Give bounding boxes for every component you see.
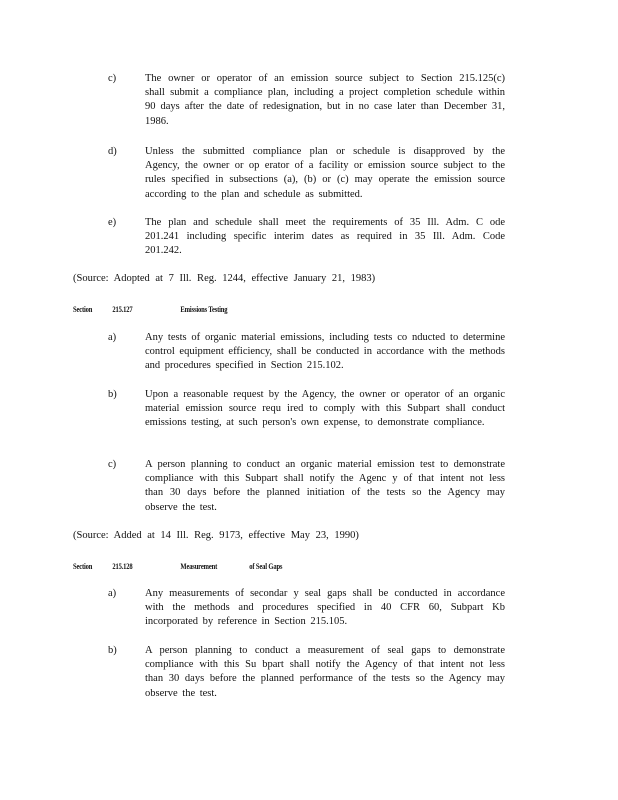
item-label: d) (108, 146, 117, 157)
source-note: (Source: Adopted at 7 Ill. Reg. 1244, effective January 21, 1983) (73, 273, 376, 284)
section-title: Emissions Testing (180, 305, 228, 314)
section-heading (73, 562, 483, 574)
item-text: Upon a reasonable request by the Agency, the owner or operator of an organic material emission source requ ired to comply with this Subpart shall conduct emissions testing, at such person's own expense, to demonstrate compliance. (145, 389, 505, 429)
item-label: a) (108, 588, 117, 599)
item-text: A person planning to conduct an organic material emission test to demonstrate compliance with this Subpart shall notify the Agenc y of that intent not less than 30 days before the planned initiation of the tests so the Agency may observe the test. (145, 459, 505, 513)
section-word: Section (73, 562, 93, 571)
section-number: 215.128 (112, 562, 133, 571)
section-title: Measurement (180, 562, 218, 571)
item-text: Any tests of organic material emissions, including tests co nducted to determine control equipment efficiency, shall be conducted in accordance with the methods and procedures specified in Section 215.102. (145, 332, 505, 372)
item-text: The plan and schedule shall meet the requirements of 35 Ill. Adm. C ode 201.241 including specific interim dates as required in 35 Ill. Adm. Code 201.242. (145, 217, 505, 257)
section-number: 215.127 (112, 305, 133, 314)
item-label: b) (108, 389, 117, 400)
item-label: c) (108, 459, 117, 470)
section-heading (73, 305, 483, 317)
item-text: Unless the submitted compliance plan or schedule is disapproved by the Agency, the owner or op erator of a facility or emission source subject to the rules specified in subsections (a), (b) or (c) may operate the emission source according to the plan and schedule as submitted. (145, 146, 505, 200)
item-text: Any measurements of secondar y seal gaps shall be conducted in accordance with the methods and procedures specified in 40 CFR 60, Subpart Kb incorporated by reference in Section 215.105. (145, 588, 505, 628)
item-label: a) (108, 332, 117, 343)
section-word: Section (73, 305, 93, 314)
item-label: b) (108, 645, 117, 656)
item-label: e) (108, 217, 117, 228)
section-title-continued: of Seal Gaps (249, 562, 283, 571)
item-label: c) (108, 73, 117, 84)
item-text: A person planning to conduct a measurement of seal gaps to demonstrate compliance with this Su bpart shall notify the Agency of that intent not less than 30 days before the planned performance of the tests so the Agency may observe the test. (145, 645, 505, 699)
item-text: The owner or operator of an emission source subject to Section 215.125(c) shall submit a compliance plan, including a project completion schedule within 90 days after the date of redesignation, but in no case later than December 31, 1986. (145, 73, 505, 127)
source-note: (Source: Added at 14 Ill. Reg. 9173, effective May 23, 1990) (73, 530, 359, 541)
